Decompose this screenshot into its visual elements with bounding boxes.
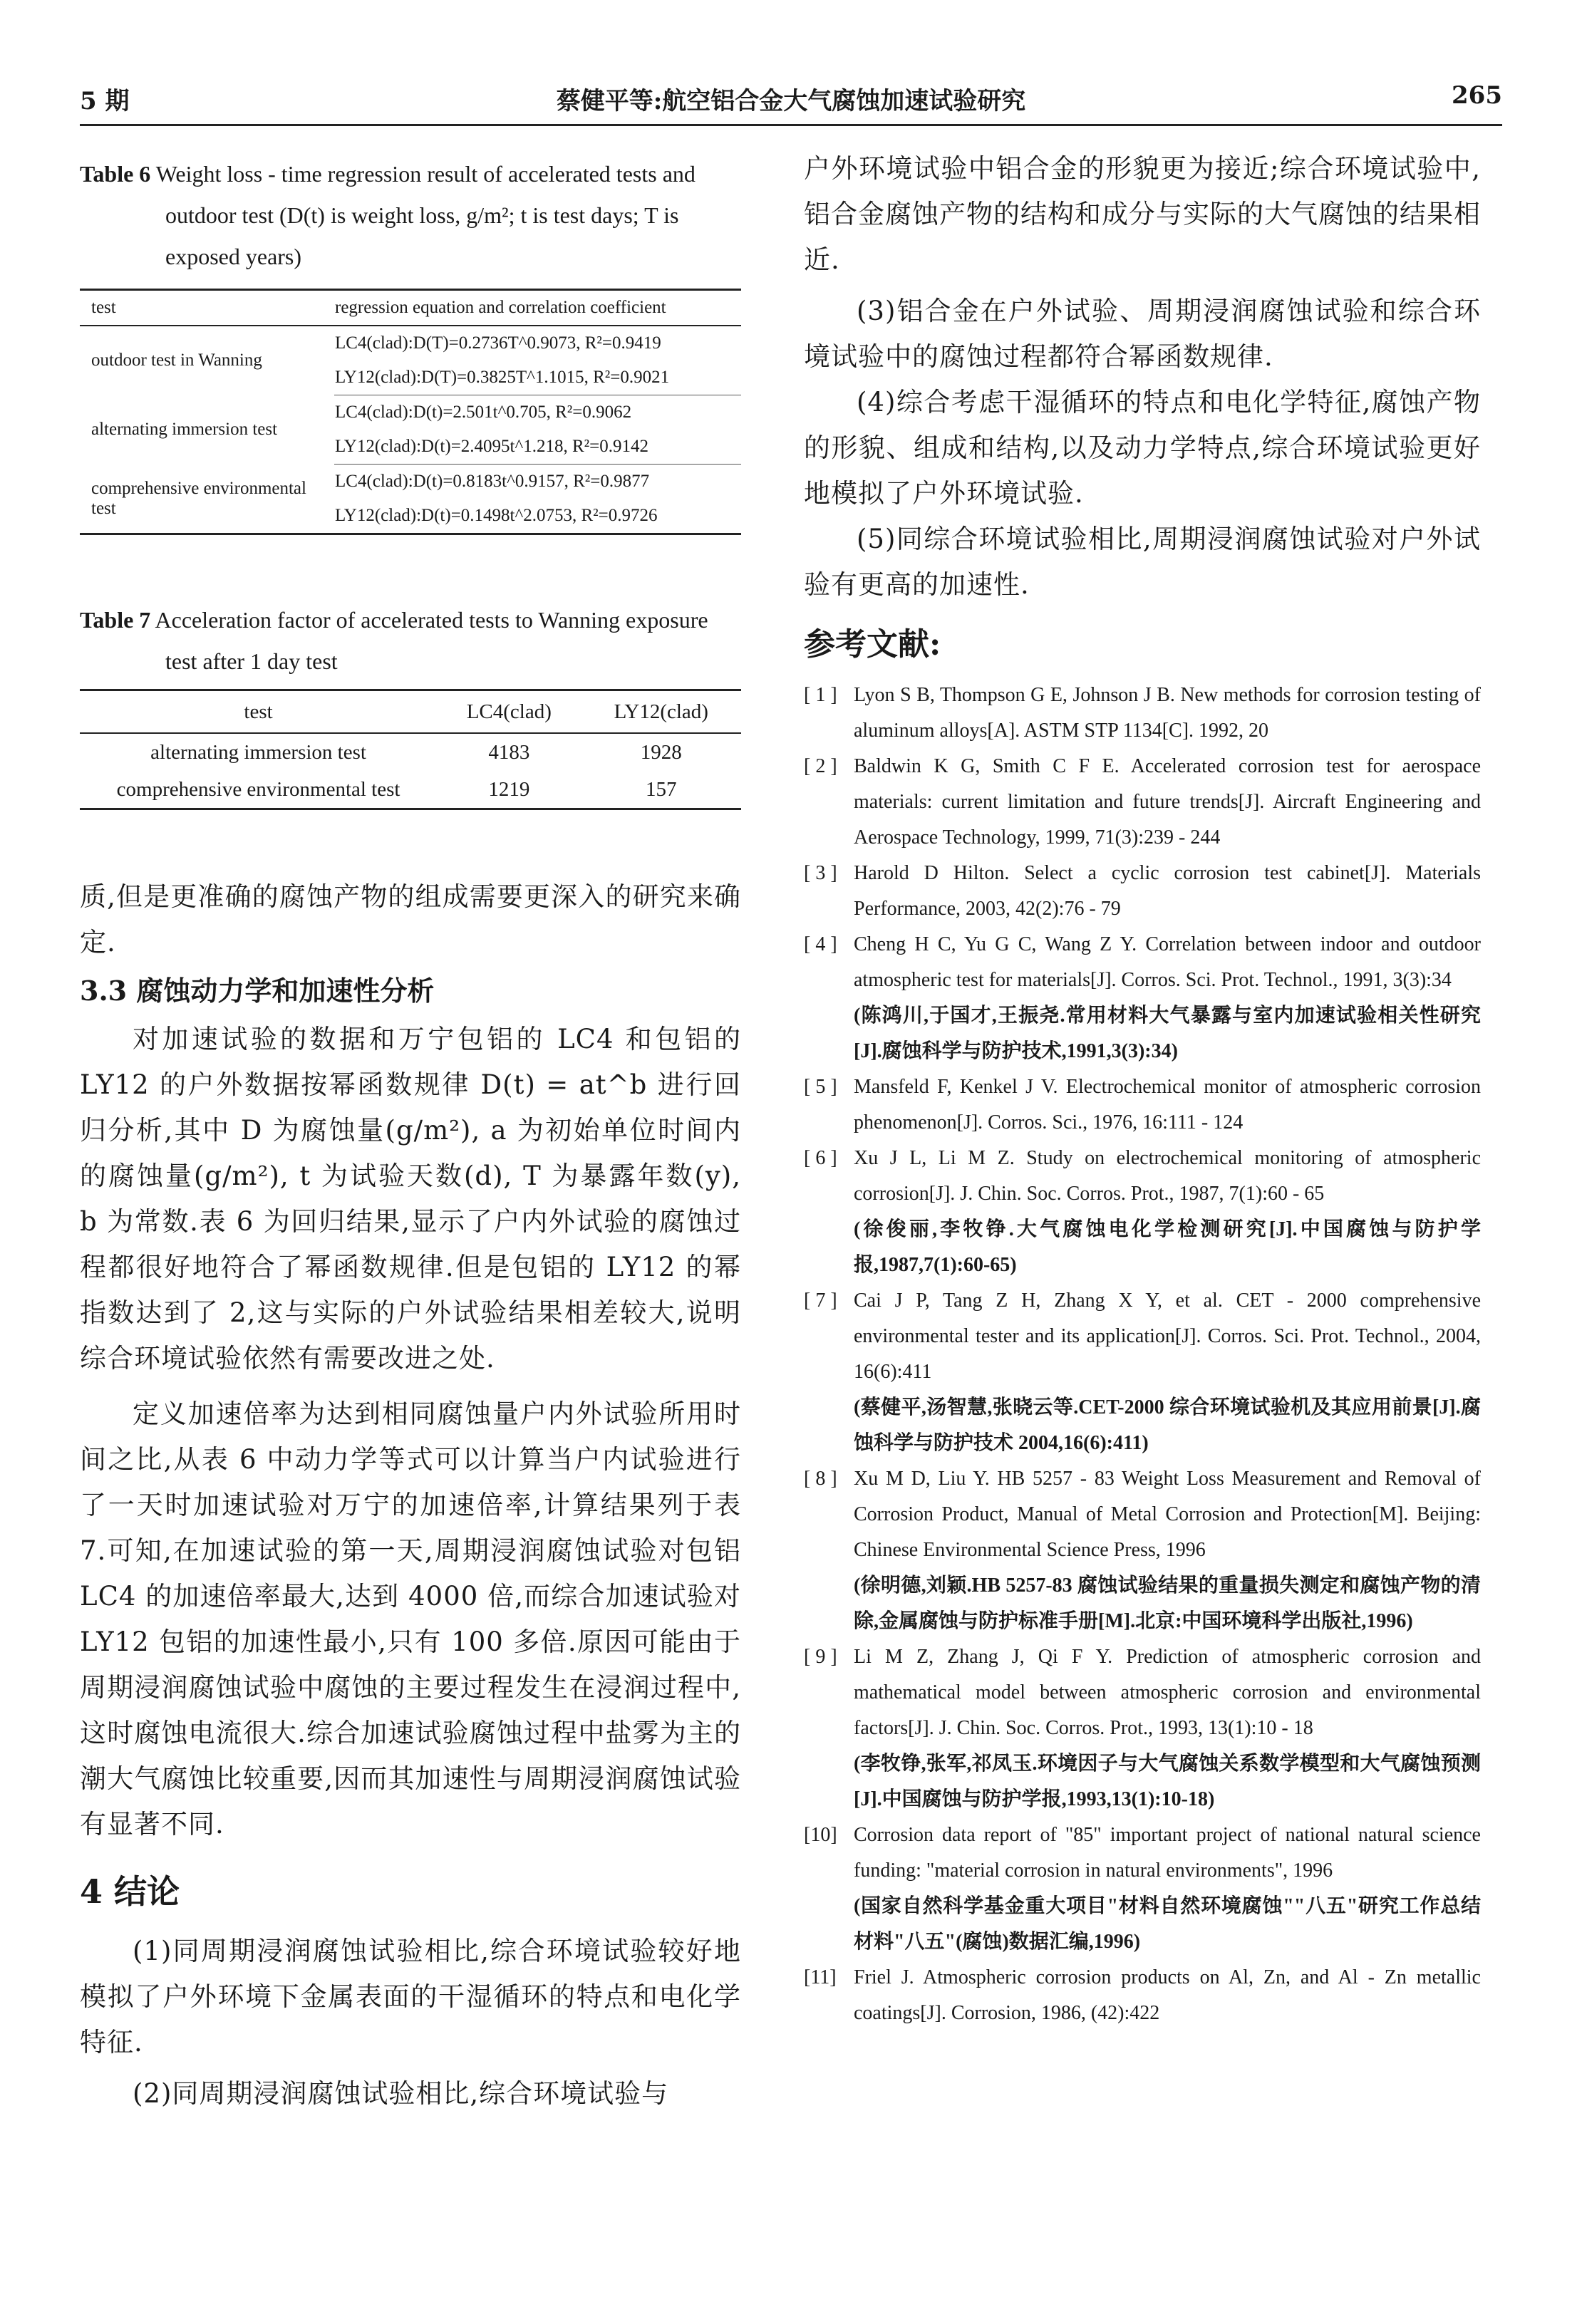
reference-text: Mansfeld F, Kenkel J V. Electrochemical monitor of atmospheric corrosion phenomenon[J]. Corros. Sci., 1976, 16:111 - 124 — [854, 1076, 1481, 1134]
table6-label: Table 6 — [80, 161, 151, 187]
conclusion-2-start: (2)同周期浸润腐蚀试验相比,综合环境试验与 — [133, 2078, 669, 2109]
paragraph-acceleration: 定义加速倍率为达到相同腐蚀量户内外试验所用时间之比,从表 6 中动力学等式可以计算当户内试验进行了一天时加速试验对万宁的加速倍率,计算结果列于表 7.可知,在加速试验的第一天,周期浸润腐蚀试验对包铝 LC4 的加速倍率最大,达到 4000 倍,而综合加速试验对 LY12 包铝的加速性最小,只有 100 多倍.原因可能由于周期浸润腐蚀试验中腐蚀的主要过程发生在浸润过程中,这时腐蚀电流很大.综合加速试验腐蚀过程中盐雾为主的潮大气腐蚀比较重要,因而其加速性与周期浸润腐蚀试验有显著不同. — [80, 1399, 741, 1840]
table6-equation: LC4(clad):D(T)=0.2736T^0.9073, R²=0.9419 — [335, 333, 661, 353]
conclusion-4: (4)综合考虑干湿循环的特点和电化学特征,腐蚀产物的形貌、组成和结构,以及动力学特点,综合环境试验更好地模拟了户外环境试验. — [804, 387, 1481, 509]
table-row — [80, 733, 741, 771]
table6-equation: LC4(clad):D(t)=0.8183t^0.9157, R²=0.9877 — [335, 472, 650, 491]
conclusion-1: (1)同周期浸润腐蚀试验相比,综合环境试验较好地模拟了户外环境下金属表面的干湿循环的特点和电化学特征. — [80, 1936, 741, 2058]
table6-equation: LY12(clad):D(T)=0.3825T^1.1015, R²=0.9021 — [334, 360, 741, 395]
reference-item — [804, 1639, 1481, 1817]
reference-item — [804, 1283, 1481, 1461]
reference-chinese: (蔡健平,汤智慧,张晓云等.CET-2000 综合环境试验机及其应用前景[J].腐蚀科学与防护技术 2004,16(6):411) — [854, 1396, 1481, 1454]
table-row — [80, 326, 741, 360]
section-3-3-heading: 3.3 腐蚀动力学和加速性分析 — [80, 975, 435, 1007]
reference-item — [804, 927, 1481, 1069]
table7-test-name: comprehensive environmental test — [116, 777, 400, 801]
left-column — [80, 153, 741, 2117]
table7-header-ly12: LY12(clad) — [581, 690, 741, 734]
table6-test-name: alternating immersion test — [91, 420, 278, 439]
paragraph-regression: 对加速试验的数据和万宁包铝的 LC4 和包铝的 LY12 的户外数据按幂函数规律 D(t) = at^b 进行回归分析,其中 D 为腐蚀量(g/m²), a 为初始单位时间内的腐蚀量(g/m²), t 为试验天数(d), T 为暴露年数(y), b 为常数.表 6 为回归结果,显示了户内外试验的腐蚀过程都很好地符合了幂函数规律.但是包铝的 LY12 的幂指数达到了 2,这与实际的户外试验结果相差较大,说明综合环境试验依然有需要改进之处. — [80, 1024, 741, 1374]
page-number: 265 — [1452, 81, 1502, 110]
page-header — [80, 71, 1502, 126]
table6-equation: LY12(clad):D(t)=2.4095t^1.218, R²=0.9142 — [334, 430, 741, 465]
reference-text: Xu J L, Li M Z. Study on electrochemical monitoring of atmospheric corrosion[J]. J. Chin. Soc. Corros. Prot., 1987, 7(1):60 - 65 — [854, 1147, 1481, 1205]
reference-chinese: (国家自然科学基金重大项目"材料自然环境腐蚀""八五"研究工作总结材料"八五"(腐蚀)数据汇编,1996) — [854, 1895, 1481, 1953]
reference-chinese: (陈鸿川,于国才,王振尧.常用材料大气暴露与室内加速试验相关性研究[J].腐蚀科学与防护技术,1991,3(3):34) — [854, 1005, 1481, 1062]
reference-text: Xu M D, Liu Y. HB 5257 - 83 Weight Loss Measurement and Removal of Corrosion Product, Manual of Metal Corrosion and Protection[M]. Beijing: Chinese Environmental Science Press, 1996 — [854, 1468, 1481, 1561]
table6-test-name: comprehensive environmental test — [91, 478, 306, 518]
reference-number: [ 5 ] — [804, 1076, 837, 1098]
reference-number: [ 9 ] — [804, 1646, 837, 1668]
reference-item — [804, 1461, 1481, 1639]
table7-label: Table 7 — [80, 607, 151, 633]
reference-chinese: (徐俊丽,李牧铮.大气腐蚀电化学检测研究[J].中国腐蚀与防护学报,1987,7(1):60-65) — [854, 1218, 1481, 1276]
reference-chinese: (徐明德,刘颖.HB 5257-83 腐蚀试验结果的重量损失测定和腐蚀产物的清除,金属腐蚀与防护标准手册[M].北京:中国环境科学出版社,1996) — [854, 1575, 1481, 1632]
reference-text: Baldwin K G, Smith C F E. Accelerated corrosion test for aerospace materials: current limitation and future trends[J]. Aircraft Engineering and Aerospace Technology, 1999, 71(3):239 - 244 — [854, 755, 1481, 849]
reference-text: Li M Z, Zhang J, Qi F Y. Prediction of atmospheric corrosion and mathematical model between atmospheric corrosion and environmental factors[J]. J. Chin. Soc. Corros. Prot., 1993, 13(1):10 - 18 — [854, 1646, 1481, 1739]
table7-caption — [80, 599, 741, 682]
reference-list — [804, 678, 1481, 2031]
reference-number: [ 4 ] — [804, 933, 837, 955]
reference-item — [804, 1817, 1481, 1960]
table-7 — [80, 689, 741, 810]
table6-equation: LY12(clad):D(t)=0.1498t^2.0753, R²=0.9726 — [335, 506, 658, 525]
reference-item — [804, 1141, 1481, 1283]
table7-lc4-value: 1219 — [488, 777, 530, 801]
reference-number: [ 7 ] — [804, 1290, 837, 1312]
table7-caption-text: Acceleration factor of accelerated tests to Wanning exposure test after 1 day test — [155, 607, 708, 674]
reference-number: [ 8 ] — [804, 1468, 837, 1490]
reference-item — [804, 749, 1481, 856]
reference-number: [ 3 ] — [804, 862, 837, 884]
conclusion-3: (3)铝合金在户外试验、周期浸润腐蚀试验和综合环境试验中的腐蚀过程都符合幂函数规律. — [804, 296, 1481, 372]
reference-text: Cheng H C, Yu G C, Wang Z Y. Correlation between indoor and outdoor atmospheric test for materials[J]. Corros. Sci. Prot. Technol., 1991, 3(3):34 — [854, 933, 1481, 991]
reference-item — [804, 678, 1481, 749]
table6-header-equation: regression equation and correlation coefficient — [334, 290, 741, 326]
table-row — [80, 395, 741, 430]
table-row — [80, 771, 741, 809]
reference-number: [ 2 ] — [804, 755, 837, 777]
conclusion-5: (5)同综合环境试验相比,周期浸润腐蚀试验对户外试验有更高的加速性. — [804, 524, 1481, 600]
references-heading: 参考文献: — [804, 626, 941, 663]
table6-caption — [80, 153, 741, 277]
table-6 — [80, 289, 741, 535]
reference-item — [804, 856, 1481, 927]
table6-test-name: outdoor test in Wanning — [91, 351, 262, 370]
reference-text: Cai J P, Tang Z H, Zhang X Y, et al. CET - 2000 comprehensive environmental tester and its application[J]. Corros. Sci. Prot. Technol., 2004, 16(6):411 — [854, 1290, 1481, 1383]
paragraph-continued: 质,但是更准确的腐蚀产物的组成需要更深入的研究来确定. — [80, 881, 741, 958]
reference-item — [804, 1960, 1481, 2031]
table7-ly12-value: 1928 — [640, 740, 682, 764]
reference-chinese: (李牧铮,张军,祁凤玉.环境因子与大气腐蚀关系数学模型和大气腐蚀预测[J].中国腐蚀与防护学报,1993,13(1):10-18) — [854, 1753, 1481, 1810]
reference-number: [10] — [804, 1824, 837, 1846]
table-row — [80, 465, 741, 499]
table6-header-test: test — [80, 290, 334, 326]
reference-number: [11] — [804, 1966, 837, 1988]
table7-header-lc4: LC4(clad) — [437, 690, 581, 734]
table7-ly12-value: 157 — [646, 777, 677, 801]
right-column — [804, 146, 1481, 2031]
conclusion-2-continued: 户外环境试验中铝合金的形貌更为接近;综合环境试验中,铝合金腐蚀产物的结构和成分与实际的大气腐蚀的结果相近. — [804, 153, 1481, 275]
table6-caption-text: Weight loss - time regression result of accelerated tests and outdoor test (D(t) is weight loss, g/m²; t is test days; T is exposed years) — [155, 161, 696, 269]
reference-text: Corrosion data report of "85" important project of national natural science funding: "material corrosion in natural environments", 1996 — [854, 1824, 1481, 1882]
section-4-heading: 4 结论 — [80, 1872, 180, 1911]
table7-test-name: alternating immersion test — [150, 740, 366, 764]
running-title: 蔡健平等:航空铝合金大气腐蚀加速试验研究 — [556, 87, 1026, 115]
reference-number: [ 1 ] — [804, 684, 837, 706]
reference-text: Friel J. Atmospheric corrosion products on Al, Zn, and Al - Zn metallic coatings[J]. Corrosion, 1986, (42):422 — [854, 1966, 1481, 2024]
reference-item — [804, 1069, 1481, 1141]
table7-lc4-value: 4183 — [488, 740, 530, 764]
table6-equation: LC4(clad):D(t)=2.501t^0.705, R²=0.9062 — [335, 403, 632, 422]
reference-number: [ 6 ] — [804, 1147, 837, 1169]
reference-text: Harold D Hilton. Select a cyclic corrosion test cabinet[J]. Materials Performance, 2003, 42(2):76 - 79 — [854, 862, 1481, 920]
reference-text: Lyon S B, Thompson G E, Johnson J B. New methods for corrosion testing of aluminum alloys[A]. ASTM STP 1134[C]. 1992, 20 — [854, 684, 1481, 742]
issue-number: 5 期 — [80, 87, 130, 115]
table7-header-test: test — [80, 690, 437, 734]
